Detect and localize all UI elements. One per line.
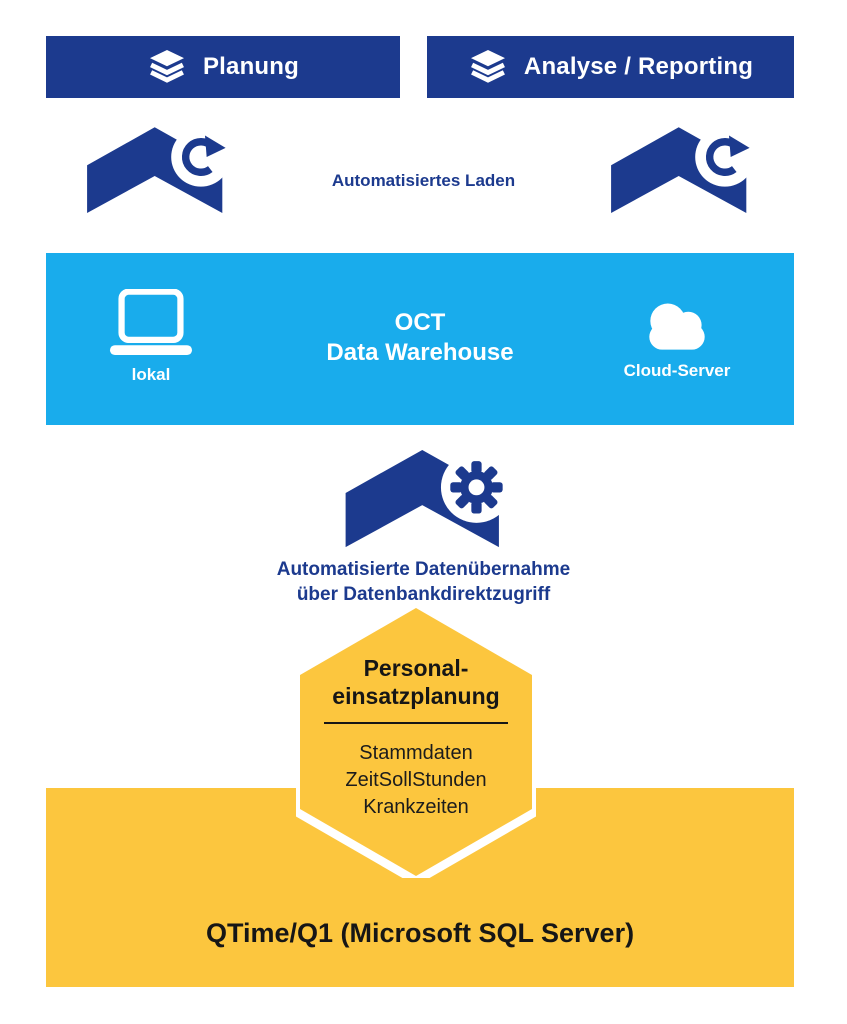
layers-icon — [147, 50, 187, 84]
planung-label: Planung — [202, 53, 300, 80]
analyse-reporting-label: Analyse / Reporting — [523, 53, 754, 80]
transfer-label-line1: Automatisierte Datenübernahme — [276, 559, 571, 580]
data-warehouse-box — [46, 253, 794, 425]
hexagon-content — [296, 606, 536, 878]
dw-title-line2: Data Warehouse — [326, 339, 514, 366]
local-label: lokal — [131, 365, 171, 384]
source-system-label: QTime/Q1 (Microsoft SQL Server) — [205, 918, 635, 948]
planung-box — [46, 36, 400, 98]
dw-title-line1: OCT — [394, 309, 446, 336]
hexagon-title-line1: Personal- — [363, 655, 469, 681]
hexagon-item: ZeitSollStunden — [345, 769, 487, 791]
layers-icon — [468, 50, 508, 84]
hexagon-item: Krankzeiten — [363, 796, 469, 818]
cloud-server-label: Cloud-Server — [623, 361, 731, 380]
cloud-endpoint — [607, 295, 747, 381]
hexagon-title — [332, 654, 499, 710]
hexagon-divider — [324, 722, 508, 724]
hexagon-title-line2: einsatzplanung — [332, 683, 500, 709]
cloud-icon — [637, 295, 717, 351]
automated-load-label: Automatisiertes Laden — [331, 171, 516, 190]
hexagon-item: Stammdaten — [359, 742, 473, 764]
upload-arrow-sync-icon — [606, 124, 758, 218]
analyse-reporting-box — [427, 36, 794, 98]
personaleinsatzplanung-hexagon — [296, 606, 536, 878]
automated-transfer-label — [0, 557, 847, 607]
upload-arrow-gear-icon — [340, 446, 512, 553]
transfer-label-line2: über Datenbankdirektzugriff — [296, 584, 551, 605]
